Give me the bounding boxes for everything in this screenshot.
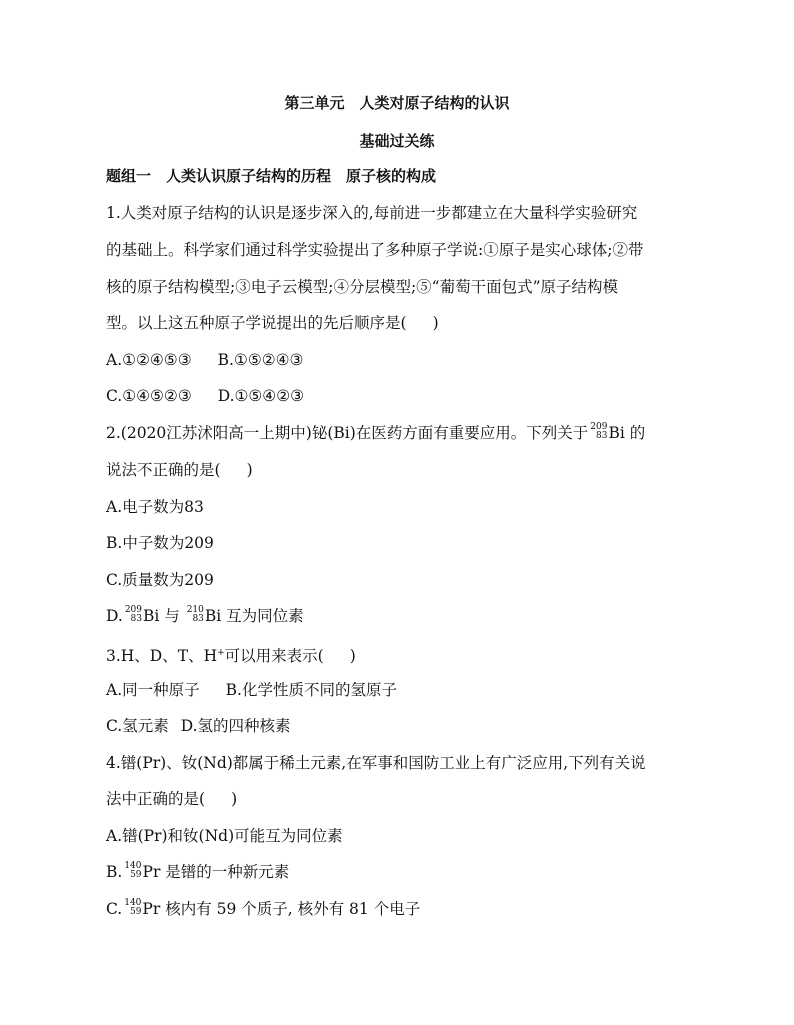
q1-line-2: 的基础上。科学家们通过科学实验提出了多种原子学说:①原子是实心球体;②带 [106, 241, 644, 259]
q2-paren-close: ) [246, 461, 253, 479]
q4-line-1: 4.镨(Pr)、钕(Nd)都属于稀土元素,在军事和国防工业上有广泛应用,下列有关说 [106, 754, 646, 772]
q4-option-b[interactable]: B. 140 59 Pr 是镨的一种新元素 [106, 861, 290, 881]
isotope-140-pr-c: 140 59 [124, 898, 142, 917]
q4-line-2: 法中正确的是( ) [106, 790, 238, 808]
isotope-210: 210 83 [186, 605, 204, 624]
q3-line-1: 3.H、D、T、H+可以用来表示( ) [106, 647, 356, 666]
q2-stem-start: 2.(2020江苏沭阳高一上期中)铋(Bi)在医药方面有重要应用。下列关于 [106, 424, 589, 442]
q3-option-b[interactable]: B.化学性质不同的氢原子 [225, 681, 397, 699]
q1-line-3: 核的原子结构模型;③电子云模型;④分层模型;⑤“葡萄干面包式”原子结构模 [106, 278, 619, 296]
q3-option-a[interactable]: A.同一种原子 [106, 681, 200, 699]
section-subtitle: 基础过关练 [359, 132, 435, 150]
q3-option-c[interactable]: C.氢元素 [106, 717, 169, 735]
isotope-140-pr: 140 59 [124, 861, 142, 880]
q1-stem-end: 型。以上这五种原子学说提出的先后顺序是( [106, 314, 407, 332]
q1-option-a[interactable]: A.①②④⑤③ [106, 351, 192, 369]
q1-options-row-2 [106, 386, 696, 406]
isotope-209: 209 83 [124, 605, 142, 624]
q1-option-b[interactable]: B.①⑤②④③ [217, 351, 304, 369]
q4-option-c[interactable]: C. 140 59 Pr 核内有 59 个质子, 核外有 81 个电子 [106, 898, 421, 918]
q2-option-a[interactable]: A.电子数为83 [106, 498, 204, 516]
q3-option-d[interactable]: D.氢的四种核素 [180, 717, 291, 735]
q2-option-b[interactable]: B.中子数为209 [106, 534, 214, 552]
q1-line-1: 1.人类对原子结构的认识是逐步深入的,每前进一步都建立在大量科学实验研究 [106, 204, 638, 222]
q1-line-4 [106, 313, 696, 333]
q3-options-row-1 [106, 680, 696, 700]
q1-options-row-1 [106, 350, 696, 370]
q2-isotope-notation: 209 83 [590, 422, 608, 441]
q3-options-row-2 [106, 716, 696, 736]
q1-paren-close: ) [432, 314, 439, 332]
q1-option-c[interactable]: C.①④⑤②③ [106, 387, 192, 405]
q2-symbol: Bi 的 [608, 424, 646, 442]
q2-option-c[interactable]: C.质量数为209 [106, 571, 214, 589]
q4-option-a[interactable]: A.镨(Pr)和钕(Nd)可能互为同位素 [106, 827, 343, 845]
group-title: 题组一 人类认识原子结构的历程 原子核的构成 [106, 167, 437, 185]
q2-line-2 [106, 460, 696, 480]
q2-option-d[interactable]: D. 209 83 Bi 与 210 83 Bi 互为同位素 [106, 605, 304, 625]
unit-title: 第三单元 人类对原子结构的认识 [284, 94, 510, 112]
q2-stem-end: 说法不正确的是( [106, 461, 221, 479]
q1-option-d[interactable]: D.①⑤④②③ [217, 387, 304, 405]
q2-line-1 [106, 423, 696, 443]
